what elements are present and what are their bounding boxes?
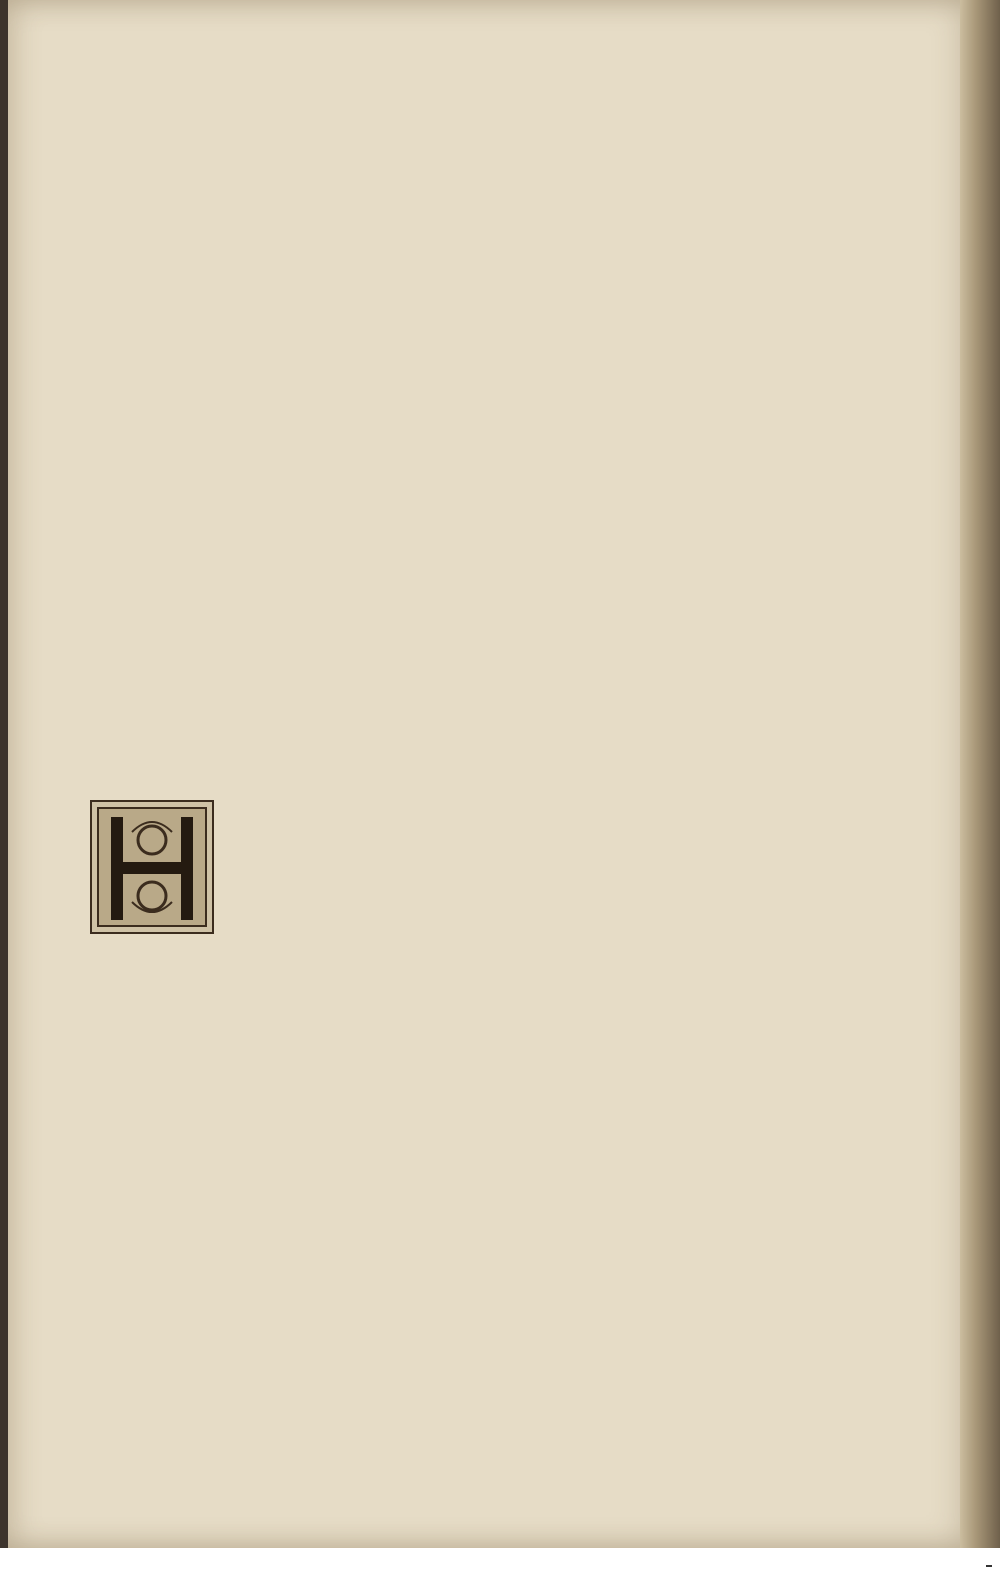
book-page <box>8 0 980 1548</box>
dfg-logo <box>986 1565 992 1567</box>
decorated-initial-h <box>90 800 214 934</box>
footer-bar <box>0 1548 1000 1583</box>
page-edge <box>960 0 1000 1548</box>
